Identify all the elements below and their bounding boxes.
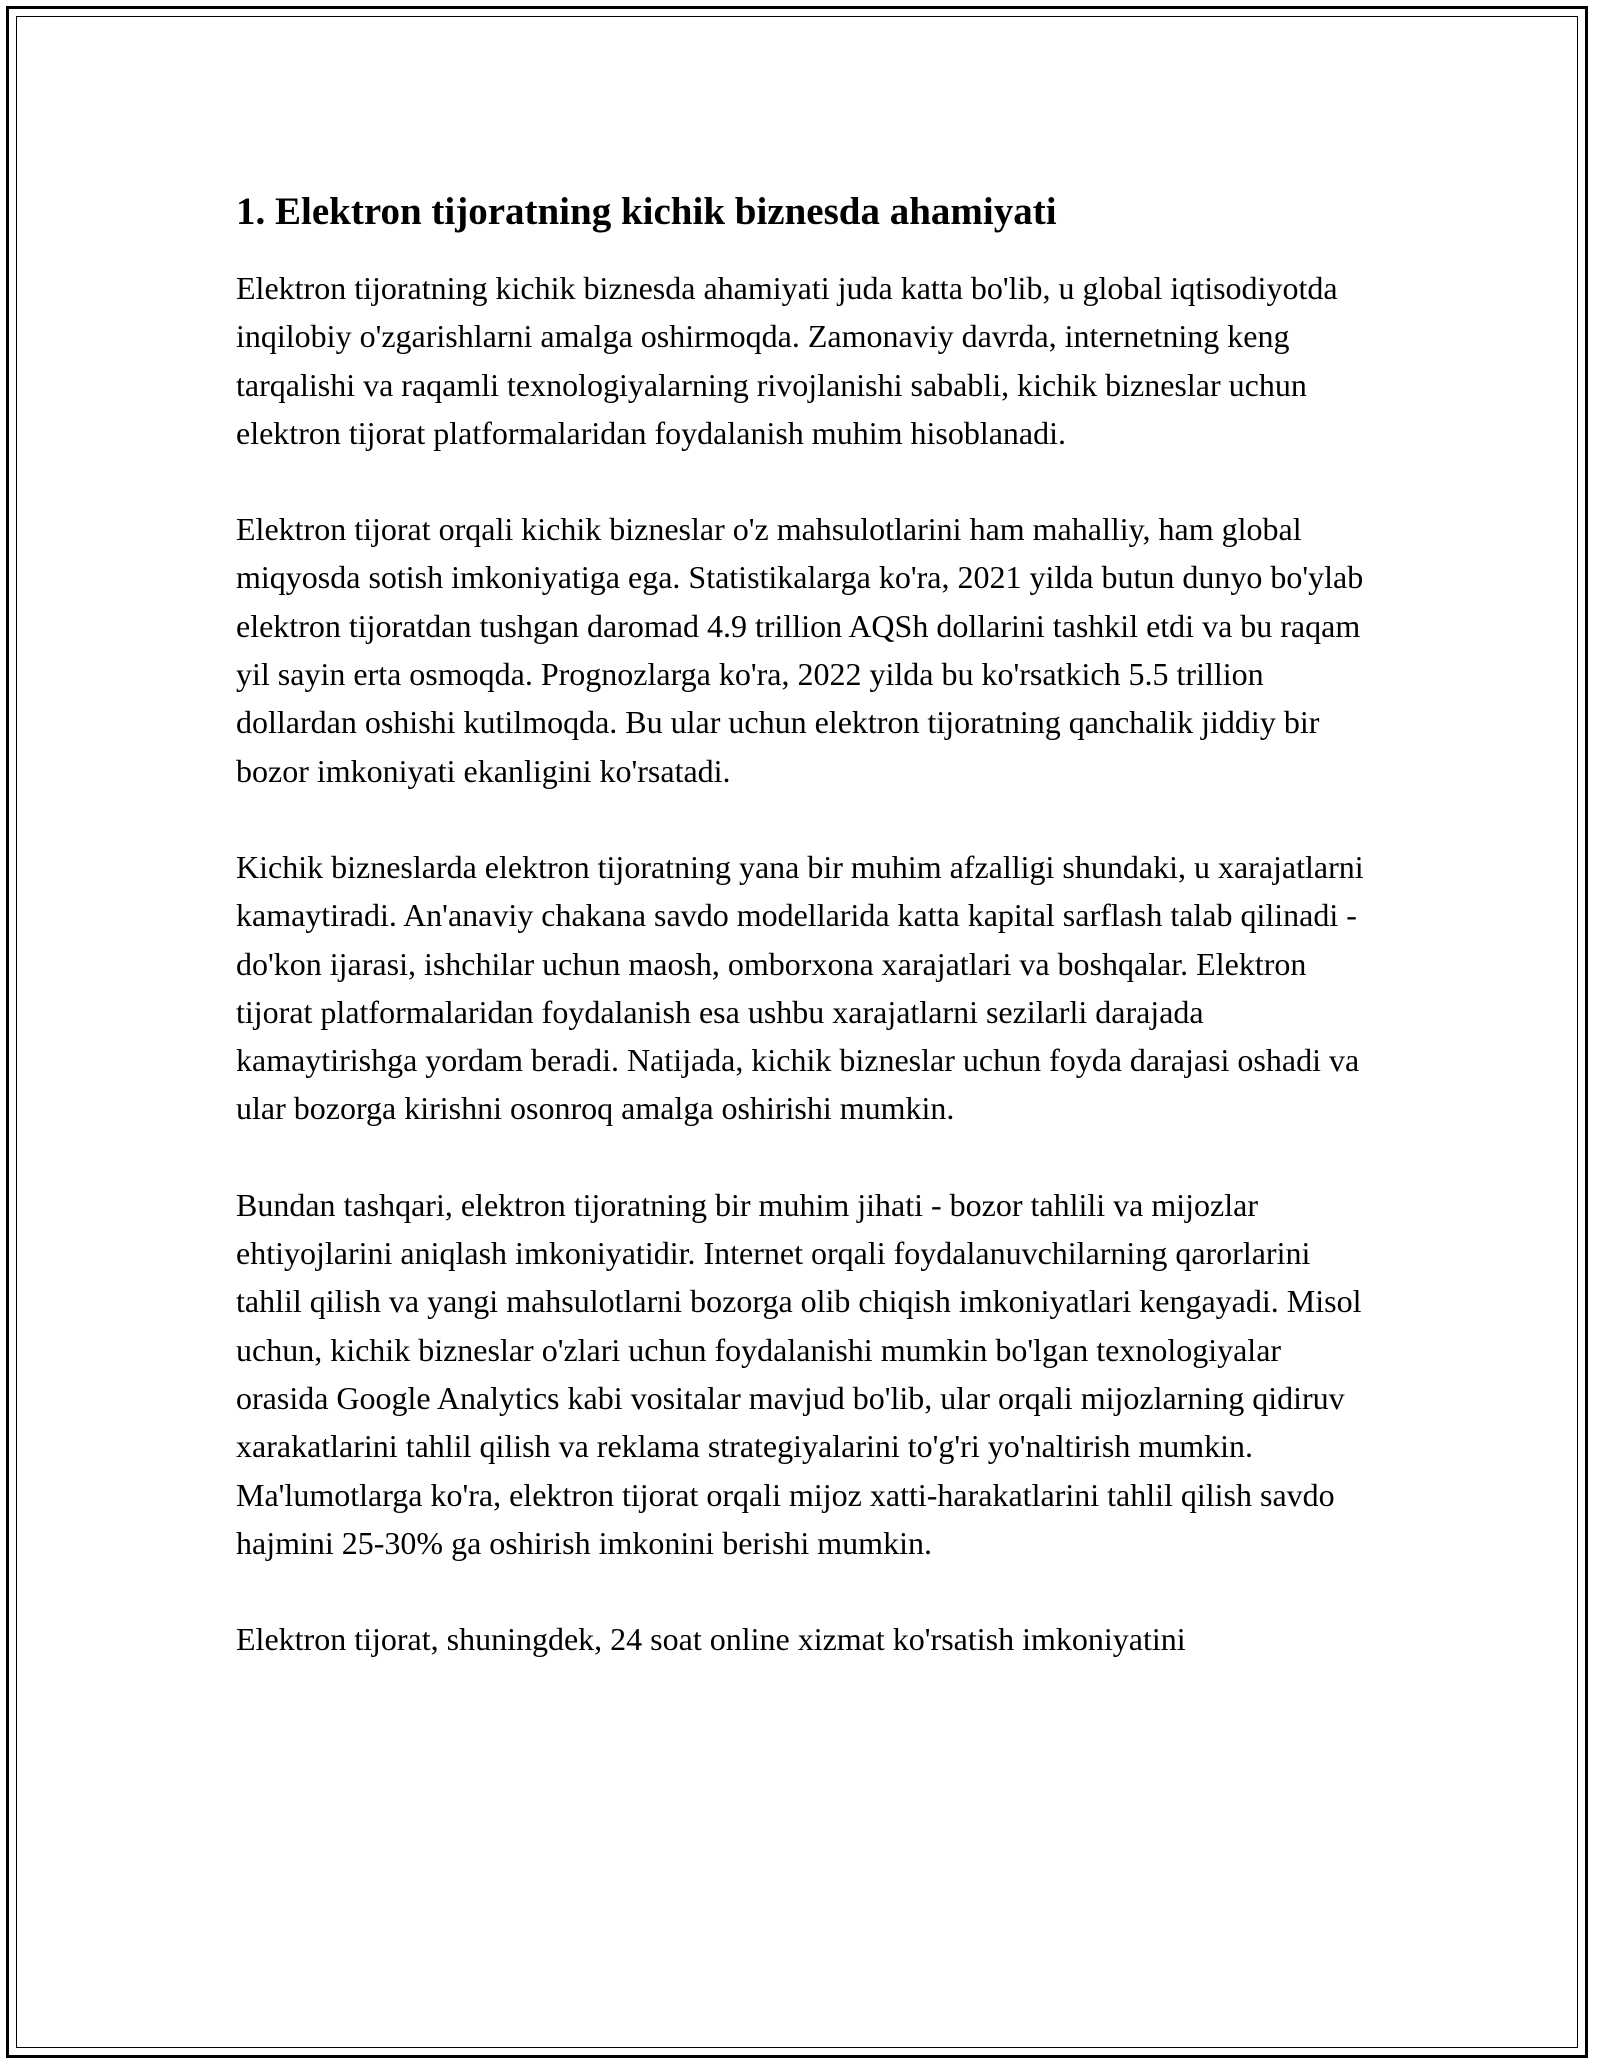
paragraph-4: Bundan tashqari, elektron tijoratning bir muhim jihati - bozor tahlili va mijozlar ehtiyojlarini aniqlash imkoniyatidir. Internet orqali foydalanuvchilarning qarorlarini tahlil qilish va yangi mahsulotlarni bozorga olib chiqish imkoniyatlari kengayadi. Misol uchun, kichik bizneslar o'zlari uchun foydalanishi mumkin bo'lgan texnologiyalar orasida Google Analytics kabi vositalar mavjud bo'lib, ular orqali mijozlarning qidiruv xarakatlarini tahlil qilish va reklama strategiyalarini to'g'ri yo'naltirish mumkin. Ma'lumotlarga ko'ra, elektron tijorat orqali mijoz xatti-harakatlarini tahlil qilish savdo hajmini 25-30% ga oshirish imkonini berishi mumkin.: [236, 1186, 1362, 1561]
paragraph-2: Elektron tijorat orqali kichik bizneslar o'z mahsulotlarini ham mahalliy, ham global miqyosda sotish imkoniyatiga ega. Statistikalarga ko'ra, 2021 yilda butun dunyo bo'ylab elektron tijoratdan tushgan daromad 4.9 trillion AQSh dollarini tashkil etdi va bu raqam yil sayin erta osmoqda. Prognozlarga ko'ra, 2022 yilda bu ko'rsatkich 5.5 trillion dollardan oshishi kutilmoqda. Bu ular uchun elektron tijoratning qanchalik jiddiy bir bozor imkoniyati ekanligini ko'rsatadi.: [236, 511, 1364, 789]
document-body: [236, 186, 1376, 1711]
section-heading: 1. Elektron tijoratning kichik biznesda ahamiyati: [236, 190, 1057, 233]
paragraph-1: Elektron tijoratning kichik biznesda ahamiyati juda katta bo'lib, u global iqtisodiyotda inqilobiy o'zgarishlarni amalga oshirmoqda. Zamonaviy davrda, internetning keng tarqalishi va raqamli texnologiyalarning rivojlanishi sababli, kichik bizneslar uchun elektron tijorat platformalaridan foydalanish muhim hisoblanadi.: [236, 270, 1338, 451]
paragraph-5: Elektron tijorat, shuningdek, 24 soat online xizmat ko'rsatish imkoniyatini: [236, 1621, 1186, 1658]
paragraph-3: Kichik bizneslarda elektron tijoratning yana bir muhim afzalligi shundaki, u xarajatlarni kamaytiradi. An'anaviy chakana savdo modellarida katta kapital sarflash talab qilinadi - do'kon ijarasi, ishchilar uchun maosh, omborxona xarajatlari va boshqalar. Elektron tijorat platformalaridan foydalanish esa ushbu xarajatlarni sezilarli darajada kamaytirishga yordam beradi. Natijada, kichik bizneslar uchun foyda darajasi oshadi va ular bozorga kirishni osonroq amalga oshirishi mumkin.: [236, 848, 1364, 1127]
